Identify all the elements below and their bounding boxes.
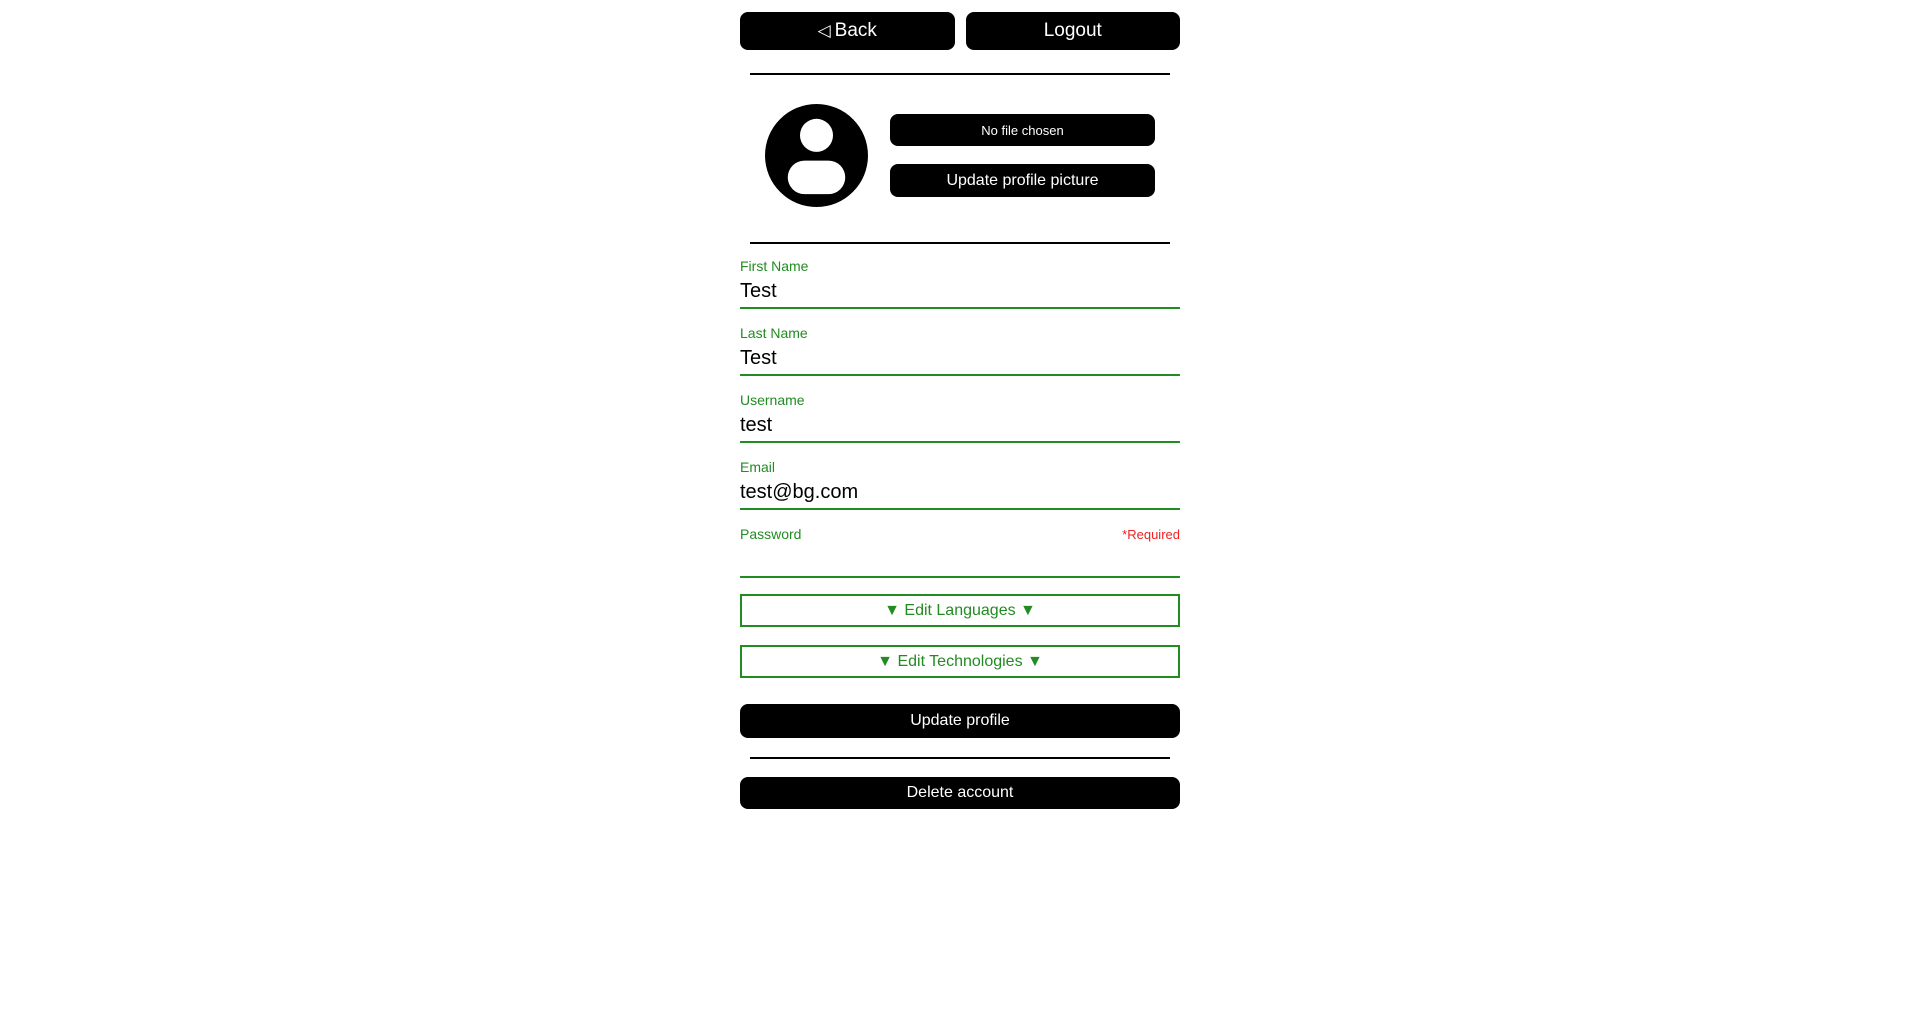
- logout-button[interactable]: Logout: [966, 12, 1181, 50]
- email-label: Email: [740, 459, 776, 475]
- delete-account-button[interactable]: Delete account: [740, 777, 1180, 809]
- avatar-person-icon: [765, 104, 868, 207]
- back-icon: ◁: [817, 21, 831, 40]
- email-input[interactable]: [740, 481, 1180, 504]
- top-navigation: [740, 12, 1180, 50]
- password-label: Password: [740, 526, 802, 542]
- email-field: [740, 459, 1180, 510]
- update-picture-button[interactable]: Update profile picture: [890, 164, 1155, 197]
- back-button[interactable]: [740, 12, 955, 50]
- password-field: [740, 526, 1180, 578]
- password-label-row: [740, 526, 1180, 543]
- username-label: Username: [740, 392, 805, 408]
- edit-technologies-toggle[interactable]: ▼ Edit Technologies ▼: [740, 645, 1180, 678]
- username-field: [740, 392, 1180, 443]
- profile-form: [740, 258, 1180, 738]
- profile-page: [740, 0, 1180, 809]
- divider: [750, 73, 1170, 75]
- picture-controls: [890, 114, 1155, 197]
- divider: [750, 242, 1170, 244]
- last-name-input[interactable]: [740, 347, 1180, 370]
- password-input[interactable]: [740, 549, 1180, 572]
- required-note: *Required: [1122, 527, 1180, 542]
- update-profile-button[interactable]: Update profile: [740, 704, 1180, 738]
- first-name-field: [740, 258, 1180, 309]
- first-name-label: First Name: [740, 258, 809, 274]
- username-input[interactable]: [740, 414, 1180, 437]
- file-input-button[interactable]: No file chosen: [890, 114, 1155, 146]
- last-name-label: Last Name: [740, 325, 808, 341]
- last-name-field: [740, 325, 1180, 376]
- avatar: [765, 104, 868, 207]
- first-name-input[interactable]: [740, 280, 1180, 303]
- edit-languages-toggle[interactable]: ▼ Edit Languages ▼: [740, 594, 1180, 627]
- divider: [750, 757, 1170, 759]
- avatar-section: [740, 104, 1180, 207]
- back-button-label: Back: [834, 20, 877, 41]
